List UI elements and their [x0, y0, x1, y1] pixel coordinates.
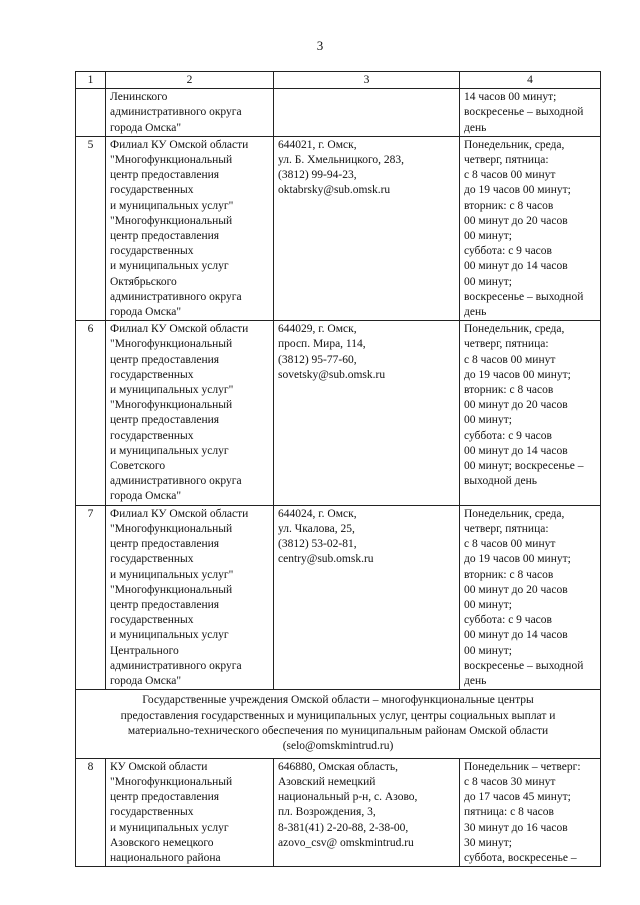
- schedule-cell-line: 00 минут до 14 часов: [464, 444, 568, 457]
- institution-name-cell-line: государственных: [110, 184, 194, 197]
- table-row: [76, 758, 601, 866]
- schedule-cell-line: 30 минут до 16 часов: [464, 821, 568, 834]
- address-cell-line: ул. Чкалова, 25,: [278, 522, 355, 535]
- address-cell-line: ул. Б. Хмельницкого, 283,: [278, 154, 405, 167]
- header-cell-2: 2: [106, 72, 274, 89]
- institution-name-cell-line: административного округа: [110, 106, 242, 119]
- schedule-cell-line: до 19 часов 00 минут;: [464, 553, 571, 566]
- schedule-cell-line: с 8 часов 00 минут: [464, 538, 556, 551]
- institution-name-cell-line: Филиал КУ Омской области: [110, 138, 249, 151]
- institution-name-cell-line: административного округа: [110, 475, 242, 488]
- address-cell-line: 646880, Омская область,: [278, 760, 399, 773]
- institution-name-cell-line: и муниципальных услуг: [110, 260, 229, 273]
- institution-name-cell-line: "Многофункциональный: [110, 583, 233, 596]
- schedule-cell-line: 00 минут; воскресенье –: [464, 460, 584, 473]
- row-number: [76, 89, 106, 137]
- schedule-cell-line: 00 минут;: [464, 644, 512, 657]
- header-cell-1: 1: [76, 72, 106, 89]
- schedule-cell-line: Понедельник, среда,: [464, 323, 565, 336]
- address-cell-line: centry@sub.omsk.ru: [278, 553, 374, 566]
- institution-name-cell-line: Ленинского: [110, 91, 168, 104]
- schedule-cell-line: выходной день: [464, 475, 538, 488]
- schedule-cell-line: суббота: с 9 часов: [464, 245, 552, 258]
- schedule-cell-line: четверг, пятница:: [464, 154, 549, 167]
- schedule-cell-line: день: [464, 306, 487, 319]
- institution-name-cell-line: Филиал КУ Омской области: [110, 507, 249, 520]
- schedule-cell-line: четверг, пятница:: [464, 338, 549, 351]
- institution-name-cell-line: и муниципальных услуг: [110, 629, 229, 642]
- schedule-cell-line: с 8 часов 00 минут: [464, 353, 556, 366]
- address-cell-line: просп. Мира, 114,: [278, 338, 366, 351]
- section-heading-line: (selo@omskmintrud.ru): [282, 740, 394, 753]
- address-cell: [274, 758, 460, 866]
- row-number: 7: [76, 505, 106, 689]
- address-cell-line: oktabrsky@sub.omsk.ru: [278, 184, 391, 197]
- schedule-cell-line: 00 минут;: [464, 275, 512, 288]
- schedule-cell-line: Понедельник, среда,: [464, 507, 565, 520]
- table-row: [76, 505, 601, 689]
- schedule-cell-line: до 19 часов 00 минут;: [464, 368, 571, 381]
- institution-name-cell-line: центр предоставления: [110, 169, 220, 182]
- address-cell-line: пл. Возрождения, 3,: [278, 806, 376, 819]
- address-cell-line: sovetsky@sub.omsk.ru: [278, 368, 386, 381]
- institution-name-cell: [106, 321, 274, 505]
- institution-name-cell-line: Филиал КУ Омской области: [110, 323, 249, 336]
- schedule-cell-line: до 17 часов 45 минут;: [464, 791, 571, 804]
- schedule-cell-line: 00 минут;: [464, 414, 512, 427]
- institution-name-cell-line: государственных: [110, 368, 194, 381]
- institution-name-cell: [106, 505, 274, 689]
- row-number: 6: [76, 321, 106, 505]
- institution-name-cell-line: и муниципальных услуг": [110, 199, 234, 212]
- institution-name-cell-line: и муниципальных услуг": [110, 384, 234, 397]
- institution-name-cell-line: города Омска": [110, 121, 182, 134]
- schedule-cell: [460, 758, 601, 866]
- institution-name-cell-line: государственных: [110, 245, 194, 258]
- section-heading-line: Государственные учреждения Омской области – многофункциональные центры: [142, 694, 534, 707]
- table-row: [76, 321, 601, 505]
- institution-name-cell-line: "Многофункциональный: [110, 214, 233, 227]
- institution-name-cell-line: национального района: [110, 851, 221, 864]
- header-cell-4: 4: [460, 72, 601, 89]
- institution-name-cell-line: города Омска": [110, 306, 182, 319]
- institution-name-cell-line: административного округа: [110, 659, 242, 672]
- institutions-table: [75, 71, 601, 867]
- schedule-cell-line: до 19 часов 00 минут;: [464, 184, 571, 197]
- institution-name-cell-line: и муниципальных услуг: [110, 444, 229, 457]
- address-cell: [274, 89, 460, 137]
- schedule-cell-line: 30 минут;: [464, 836, 512, 849]
- schedule-cell-line: воскресенье – выходной: [464, 106, 584, 119]
- institution-name-cell-line: и муниципальных услуг: [110, 821, 229, 834]
- schedule-cell-line: суббота: с 9 часов: [464, 614, 552, 627]
- schedule-cell-line: 00 минут до 14 часов: [464, 260, 568, 273]
- schedule-cell-line: Понедельник – четверг:: [464, 760, 581, 773]
- institution-name-cell-line: центр предоставления: [110, 598, 220, 611]
- schedule-cell: [460, 505, 601, 689]
- institution-name-cell-line: государственных: [110, 614, 194, 627]
- page-number: 3: [316, 38, 324, 53]
- institution-name-cell-line: центр предоставления: [110, 791, 220, 804]
- institution-name-cell-line: Азовского немецкого: [110, 836, 214, 849]
- schedule-cell: [460, 89, 601, 137]
- schedule-cell-line: суббота: с 9 часов: [464, 429, 552, 442]
- schedule-cell-line: воскресенье – выходной: [464, 659, 584, 672]
- header-cell-3: 3: [274, 72, 460, 89]
- section-heading-line: предоставления государственных и муниципальных услуг, центры социальных выплат и: [120, 709, 556, 722]
- address-cell-line: (3812) 99-94-23,: [278, 169, 357, 182]
- institution-name-cell-line: административного округа: [110, 290, 242, 303]
- table-row: [76, 136, 601, 320]
- schedule-cell-line: Понедельник, среда,: [464, 138, 565, 151]
- schedule-cell-line: 00 минут до 14 часов: [464, 629, 568, 642]
- address-cell-line: azovo_csv@ omskmintrud.ru: [278, 836, 414, 849]
- schedule-cell-line: вторник: с 8 часов: [464, 199, 554, 212]
- row-number: 8: [76, 758, 106, 866]
- section-heading-line: материально-технического обеспечения по муниципальным районам Омской области: [127, 724, 549, 737]
- schedule-cell-line: с 8 часов 00 минут: [464, 169, 556, 182]
- section-heading: [76, 690, 601, 759]
- table-row: [76, 89, 601, 137]
- institution-name-cell-line: центр предоставления: [110, 353, 220, 366]
- address-cell-line: 644024, г. Омск,: [278, 507, 357, 520]
- address-cell-line: Азовский немецкий: [278, 775, 376, 788]
- address-cell-line: 8-381(41) 2-20-88, 2-38-00,: [278, 821, 409, 834]
- schedule-cell-line: 00 минут;: [464, 230, 512, 243]
- institution-name-cell-line: "Многофункциональный: [110, 775, 233, 788]
- schedule-cell: [460, 321, 601, 505]
- schedule-cell-line: 00 минут до 20 часов: [464, 214, 568, 227]
- schedule-cell-line: 00 минут;: [464, 598, 512, 611]
- institution-name-cell-line: "Многофункциональный: [110, 522, 233, 535]
- schedule-cell-line: вторник: с 8 часов: [464, 384, 554, 397]
- row-number: 5: [76, 136, 106, 320]
- header-row: [76, 72, 601, 89]
- institution-name-cell: [106, 136, 274, 320]
- institution-name-cell-line: государственных: [110, 553, 194, 566]
- institution-name-cell-line: Октябрьского: [110, 275, 177, 288]
- schedule-cell-line: 14 часов 00 минут;: [464, 91, 557, 104]
- schedule-cell-line: пятница: с 8 часов: [464, 806, 554, 819]
- schedule-cell-line: вторник: с 8 часов: [464, 568, 554, 581]
- institution-name-cell: [106, 89, 274, 137]
- institution-name-cell-line: "Многофункциональный: [110, 154, 233, 167]
- address-cell: [274, 136, 460, 320]
- institution-name-cell: [106, 758, 274, 866]
- schedule-cell-line: воскресенье – выходной: [464, 290, 584, 303]
- institution-name-cell-line: центр предоставления: [110, 538, 220, 551]
- address-cell-line: 644021, г. Омск,: [278, 138, 357, 151]
- institution-name-cell-line: государственных: [110, 806, 194, 819]
- address-cell: [274, 505, 460, 689]
- address-cell-line: национальный р-н, с. Азово,: [278, 791, 418, 804]
- institution-name-cell-line: Советского: [110, 460, 166, 473]
- institution-name-cell-line: "Многофункциональный: [110, 399, 233, 412]
- schedule-cell-line: день: [464, 674, 487, 687]
- institution-name-cell-line: города Омска": [110, 674, 182, 687]
- schedule-cell-line: 00 минут до 20 часов: [464, 399, 568, 412]
- institution-name-cell-line: государственных: [110, 429, 194, 442]
- schedule-cell-line: 00 минут до 20 часов: [464, 583, 568, 596]
- institution-name-cell-line: центр предоставления: [110, 414, 220, 427]
- institution-name-cell-line: "Многофункциональный: [110, 338, 233, 351]
- schedule-cell-line: четверг, пятница:: [464, 522, 549, 535]
- address-cell-line: 644029, г. Омск,: [278, 323, 357, 336]
- address-cell: [274, 321, 460, 505]
- institution-name-cell-line: города Омска": [110, 490, 182, 503]
- schedule-cell-line: день: [464, 121, 487, 134]
- schedule-cell-line: суббота, воскресенье –: [464, 851, 577, 864]
- institution-name-cell-line: КУ Омской области: [110, 760, 208, 773]
- institution-name-cell-line: Центрального: [110, 644, 179, 657]
- institution-name-cell-line: центр предоставления: [110, 230, 220, 243]
- address-cell-line: (3812) 53-02-81,: [278, 538, 357, 551]
- schedule-cell: [460, 136, 601, 320]
- section-row: [76, 690, 601, 759]
- address-cell-line: (3812) 95-77-60,: [278, 353, 357, 366]
- institution-name-cell-line: и муниципальных услуг": [110, 568, 234, 581]
- schedule-cell-line: с 8 часов 30 минут: [464, 775, 556, 788]
